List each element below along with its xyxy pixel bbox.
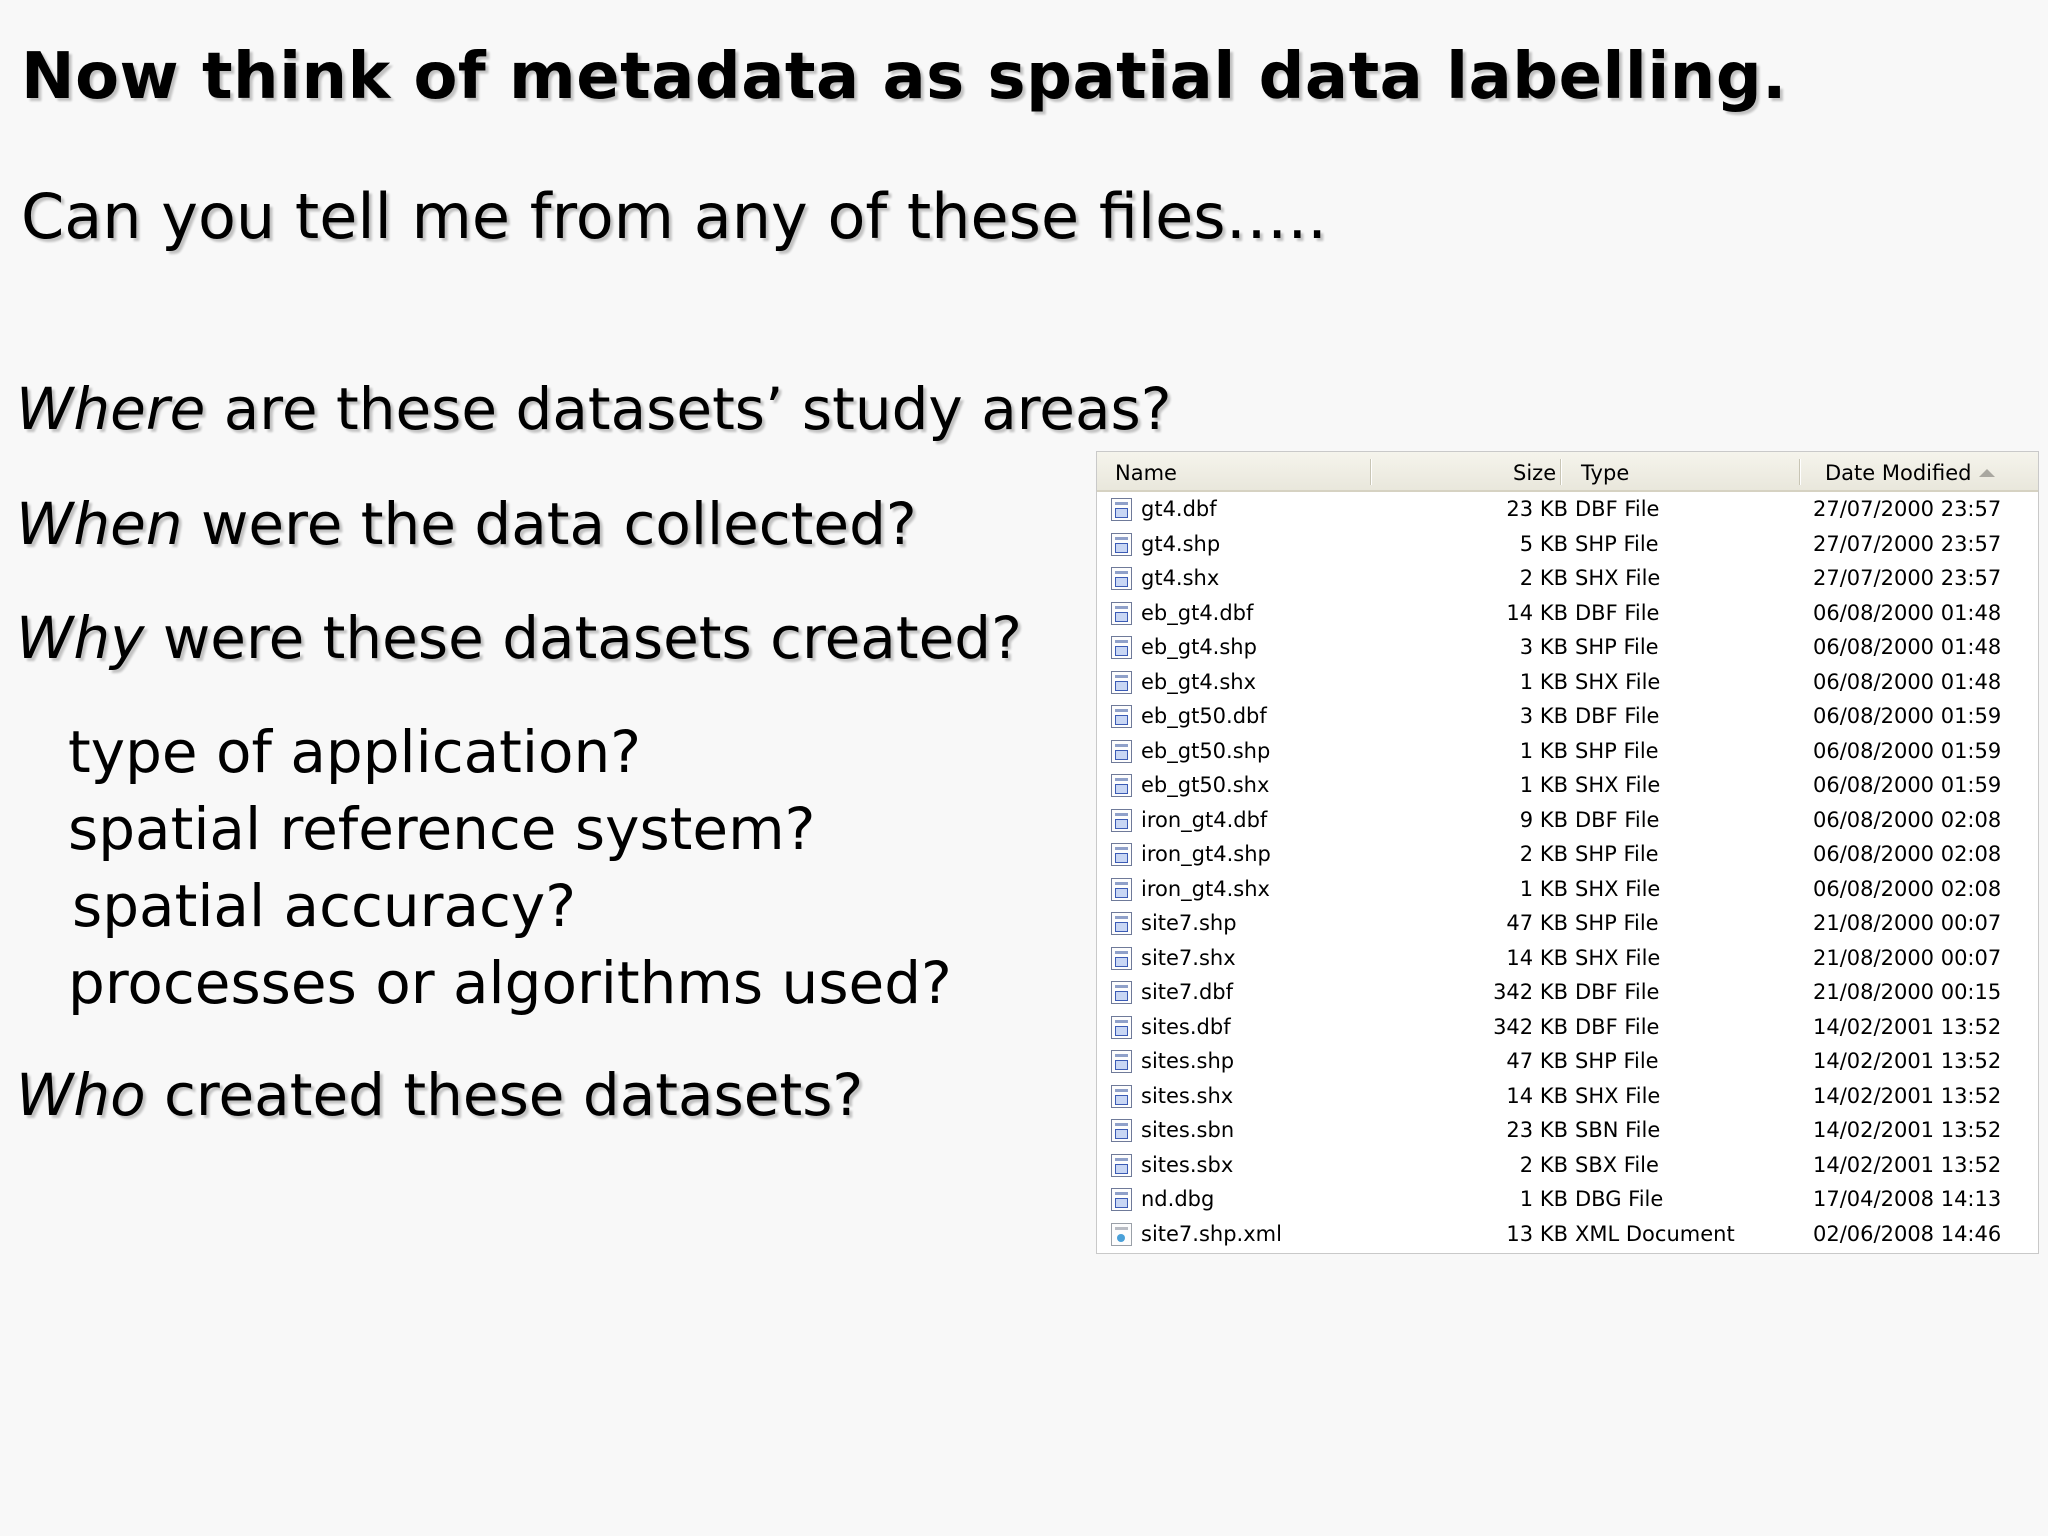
file-type: SHP File: [1575, 842, 1659, 866]
column-divider[interactable]: [1560, 459, 1562, 485]
sort-ascending-arrow-icon: [1979, 469, 1995, 477]
file-row[interactable]: [1097, 803, 2038, 838]
file-date-modified: 06/08/2000 01:48: [1813, 635, 2002, 659]
file-size: 1 KB: [1519, 876, 1568, 901]
file-row[interactable]: [1097, 699, 2038, 734]
map-file-icon: [1111, 498, 1132, 521]
file-name: gt4.shp: [1141, 531, 1221, 556]
map-file-icon: [1111, 602, 1132, 625]
file-type: SHP File: [1575, 1049, 1659, 1073]
file-rows: [1097, 492, 2038, 1251]
why-subitem: processes or algorithms used?: [68, 949, 952, 1017]
map-file-icon: [1111, 981, 1132, 1004]
slide-subtitle: Can you tell me from any of these files…..: [21, 180, 1327, 253]
question-text: are these datasets’ study areas?: [205, 375, 1172, 443]
file-date-modified: 14/02/2001 13:52: [1813, 1049, 2002, 1073]
file-date-modified: 14/02/2001 13:52: [1813, 1083, 2002, 1108]
question-emphasis: Who: [16, 1061, 146, 1129]
map-file-icon: [1111, 1119, 1132, 1142]
map-file-icon: [1111, 567, 1132, 590]
file-size: 14 KB: [1506, 600, 1568, 625]
map-file-icon: [1111, 809, 1132, 832]
file-size: 47 KB: [1506, 911, 1568, 935]
file-date-modified: 17/04/2008 14:13: [1813, 1187, 2002, 1211]
file-date-modified: 27/07/2000 23:57: [1813, 531, 2002, 556]
file-name: eb_gt4.shp: [1141, 635, 1257, 659]
file-type: XML Document: [1575, 1221, 1735, 1246]
file-row[interactable]: [1097, 941, 2038, 976]
file-row[interactable]: [1097, 596, 2038, 631]
file-size: 1 KB: [1519, 669, 1568, 694]
question-text: created these datasets?: [145, 1061, 864, 1129]
file-name: sites.shx: [1141, 1083, 1234, 1108]
file-name: iron_gt4.shx: [1141, 876, 1270, 901]
why-subitem: spatial reference system?: [68, 795, 816, 863]
file-size: 2 KB: [1519, 842, 1568, 866]
file-size: 23 KB: [1506, 497, 1568, 521]
column-header-name[interactable]: Name: [1115, 461, 1177, 485]
file-list-view[interactable]: [1096, 451, 2039, 1254]
map-file-icon: [1111, 636, 1132, 659]
file-date-modified: 06/08/2000 01:48: [1813, 669, 2002, 694]
file-row[interactable]: [1097, 527, 2038, 562]
file-type: SHP File: [1575, 911, 1659, 935]
file-size: 342 KB: [1493, 1014, 1568, 1039]
file-date-modified: 02/06/2008 14:46: [1813, 1221, 2002, 1246]
file-name: eb_gt50.dbf: [1141, 704, 1267, 728]
file-type: DBF File: [1575, 980, 1660, 1004]
map-file-icon: [1111, 740, 1132, 763]
file-name: sites.shp: [1141, 1049, 1235, 1073]
file-date-modified: 06/08/2000 01:59: [1813, 773, 2002, 797]
file-row[interactable]: [1097, 1079, 2038, 1114]
file-size: 3 KB: [1519, 704, 1568, 728]
file-row[interactable]: [1097, 768, 2038, 803]
file-name: site7.shx: [1141, 945, 1236, 970]
file-type: SBN File: [1575, 1118, 1661, 1142]
file-name: sites.sbx: [1141, 1152, 1234, 1177]
map-file-icon: [1111, 912, 1132, 935]
file-date-modified: 06/08/2000 01:59: [1813, 738, 2002, 763]
file-date-modified: 14/02/2001 13:52: [1813, 1118, 2002, 1142]
file-size: 14 KB: [1506, 1083, 1568, 1108]
file-size: 13 KB: [1506, 1221, 1568, 1246]
file-row[interactable]: [1097, 630, 2038, 665]
file-row[interactable]: [1097, 1010, 2038, 1045]
map-file-icon: [1111, 1016, 1132, 1039]
file-size: 342 KB: [1493, 980, 1568, 1004]
file-size: 1 KB: [1519, 1187, 1568, 1211]
file-name: site7.shp.xml: [1141, 1221, 1282, 1246]
question-emphasis: When: [16, 490, 183, 558]
file-date-modified: 14/02/2001 13:52: [1813, 1152, 2002, 1177]
file-type: SBX File: [1575, 1152, 1659, 1177]
file-row[interactable]: [1097, 734, 2038, 769]
file-date-modified: 06/08/2000 01:48: [1813, 600, 2002, 625]
question-where: [16, 375, 1172, 443]
why-subitem: spatial accuracy?: [72, 872, 576, 940]
file-name: site7.dbf: [1141, 980, 1234, 1004]
file-name: eb_gt4.shx: [1141, 669, 1257, 694]
file-date-modified: 06/08/2000 02:08: [1813, 842, 2002, 866]
column-divider[interactable]: [1799, 459, 1801, 485]
file-name: gt4.dbf: [1141, 497, 1217, 521]
file-name: gt4.shx: [1141, 566, 1220, 590]
file-name: iron_gt4.dbf: [1141, 807, 1268, 832]
question-when: [16, 490, 917, 558]
why-subitem: type of application?: [68, 718, 642, 786]
file-type: DBF File: [1575, 1014, 1660, 1039]
file-type: DBF File: [1575, 600, 1660, 625]
file-name: sites.dbf: [1141, 1014, 1231, 1039]
map-file-icon: [1111, 1050, 1132, 1073]
file-type: SHX File: [1575, 1083, 1661, 1108]
file-type: DBF File: [1575, 807, 1660, 832]
file-type: SHX File: [1575, 945, 1661, 970]
file-type: SHP File: [1575, 531, 1659, 556]
file-type: DBF File: [1575, 704, 1660, 728]
file-type: SHX File: [1575, 773, 1661, 797]
file-date-modified: 27/07/2000 23:57: [1813, 497, 2002, 521]
file-row[interactable]: [1097, 906, 2038, 941]
map-file-icon: [1111, 533, 1132, 556]
file-size: 1 KB: [1519, 738, 1568, 763]
map-file-icon: [1111, 843, 1132, 866]
file-size: 23 KB: [1506, 1118, 1568, 1142]
map-file-icon: [1111, 878, 1132, 901]
file-name: eb_gt4.dbf: [1141, 600, 1254, 625]
map-file-icon: [1111, 1188, 1132, 1211]
slide-title: Now think of metadata as spatial data labelling.: [21, 40, 1787, 114]
file-date-modified: 06/08/2000 01:59: [1813, 704, 2002, 728]
file-date-modified: 21/08/2000 00:07: [1813, 911, 2002, 935]
map-file-icon: [1111, 1085, 1132, 1108]
question-emphasis: Where: [16, 375, 206, 443]
column-header-bar: [1097, 452, 2038, 492]
xml-document-icon: [1111, 1223, 1132, 1246]
question-text: were the data collected?: [182, 490, 917, 558]
map-file-icon: [1111, 705, 1132, 728]
file-type: SHP File: [1575, 635, 1659, 659]
file-row[interactable]: [1097, 975, 2038, 1010]
file-row[interactable]: [1097, 1113, 2038, 1148]
column-header-size[interactable]: Size: [1513, 461, 1557, 485]
file-row[interactable]: [1097, 1148, 2038, 1183]
file-row[interactable]: [1097, 1182, 2038, 1217]
file-date-modified: 14/02/2001 13:52: [1813, 1014, 2002, 1039]
map-file-icon: [1111, 1154, 1132, 1177]
map-file-icon: [1111, 671, 1132, 694]
file-size: 2 KB: [1519, 566, 1568, 590]
map-file-icon: [1111, 774, 1132, 797]
file-date-modified: 27/07/2000 23:57: [1813, 566, 2002, 590]
column-header-date-modified[interactable]: Date Modified: [1825, 461, 1972, 485]
file-type: DBG File: [1575, 1187, 1664, 1211]
file-type: SHX File: [1575, 566, 1661, 590]
file-date-modified: 06/08/2000 02:08: [1813, 807, 2002, 832]
file-size: 2 KB: [1519, 1152, 1568, 1177]
question-emphasis: Why: [16, 604, 145, 672]
file-type: SHX File: [1575, 669, 1661, 694]
file-name: eb_gt50.shp: [1141, 738, 1271, 763]
question-why: [16, 604, 1022, 672]
file-row[interactable]: [1097, 1044, 2038, 1079]
column-divider[interactable]: [1370, 459, 1372, 485]
file-name: sites.sbn: [1141, 1118, 1235, 1142]
file-size: 14 KB: [1506, 945, 1568, 970]
map-file-icon: [1111, 947, 1132, 970]
file-type: SHP File: [1575, 738, 1659, 763]
file-type: DBF File: [1575, 497, 1660, 521]
question-text: were these datasets created?: [144, 604, 1022, 672]
file-date-modified: 21/08/2000 00:07: [1813, 945, 2002, 970]
file-date-modified: 06/08/2000 02:08: [1813, 876, 2002, 901]
file-row[interactable]: [1097, 872, 2038, 907]
file-row[interactable]: [1097, 1217, 2038, 1252]
file-name: site7.shp: [1141, 911, 1237, 935]
question-who: [16, 1061, 863, 1129]
file-row[interactable]: [1097, 561, 2038, 596]
file-type: SHX File: [1575, 876, 1661, 901]
file-date-modified: 21/08/2000 00:15: [1813, 980, 2002, 1004]
file-row[interactable]: [1097, 665, 2038, 700]
file-size: 47 KB: [1506, 1049, 1568, 1073]
file-size: 1 KB: [1519, 773, 1568, 797]
file-name: eb_gt50.shx: [1141, 773, 1270, 797]
file-size: 9 KB: [1519, 807, 1568, 832]
file-row[interactable]: [1097, 837, 2038, 872]
file-row[interactable]: [1097, 492, 2038, 527]
column-header-type[interactable]: Type: [1581, 461, 1630, 485]
file-size: 3 KB: [1519, 635, 1568, 659]
file-size: 5 KB: [1519, 531, 1568, 556]
file-name: iron_gt4.shp: [1141, 842, 1271, 866]
file-name: nd.dbg: [1141, 1187, 1215, 1211]
